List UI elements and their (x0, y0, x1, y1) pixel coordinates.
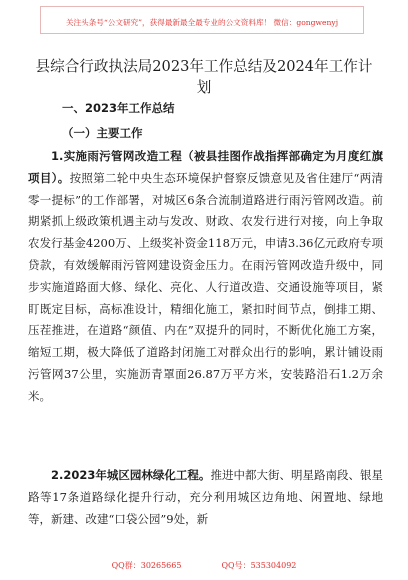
section-heading: 一、2023年工作总结 (62, 101, 175, 115)
item-2-lead: 2.2023年城区园林绿化工程。 (51, 468, 211, 482)
subsection-heading: （一）主要工作 (62, 126, 143, 140)
item-1-body: 按照第二轮中央生态环境保护督察反馈意见及省住建厅“两清零一提标”的工作部署，对城区6条合流制道路进行雨污管网改造。前期紧抓上级政策机遇主动与发改、财政、农发行进行对接，向上争取农发行基金4200万、上级奖补资金118万元，申请3.36亿元政府专项贷款，有效缓解雨污管网建设资金压力。在雨污管网改造升级中，同步实施道路面大修、绿化、亮化、人行道改造、交通设施等项目，紧盯既定目标，高标准设计，精细化施工，紧扣时间节点，倒排工期、压茬推进，在道路“颜值、内在”双提升的同时，不断优化施工方案，缩短工期，极大降低了道路封闭施工对群众出行的影响，累计铺设雨污管网37公里，实施沥青罩面26.87万平方米，安装路沿石1.2万余米。 (28, 170, 383, 403)
document-title: 县综合行政执法局2023年工作总结及2024年工作计划 (35, 58, 373, 96)
paragraph-item-2 (28, 465, 383, 530)
item-1-lead: 1.实施雨污管网改造工程（被县挂图作战指挥部确定为月度红旗项目）。 (28, 149, 383, 185)
paragraph-item-1 (28, 146, 383, 408)
item-2-body: 推进中都大街、明星路南段、银星路等17条道路绿化提升行动，充分利用城区边角地、闲置地、绿地等，新建、改建“口袋公园”9处，新 (28, 468, 383, 526)
footer-qq-group: QQ群：30265665 (111, 561, 182, 570)
header-notice-bar (40, 6, 364, 34)
footer-contact (0, 560, 408, 571)
footer-qq: QQ号：535304092 (221, 561, 297, 570)
header-notice-text: 关注头条号“公文研究”，获得最新最全最专业的公文资料库！ 微信：gongwenyj (65, 18, 339, 27)
